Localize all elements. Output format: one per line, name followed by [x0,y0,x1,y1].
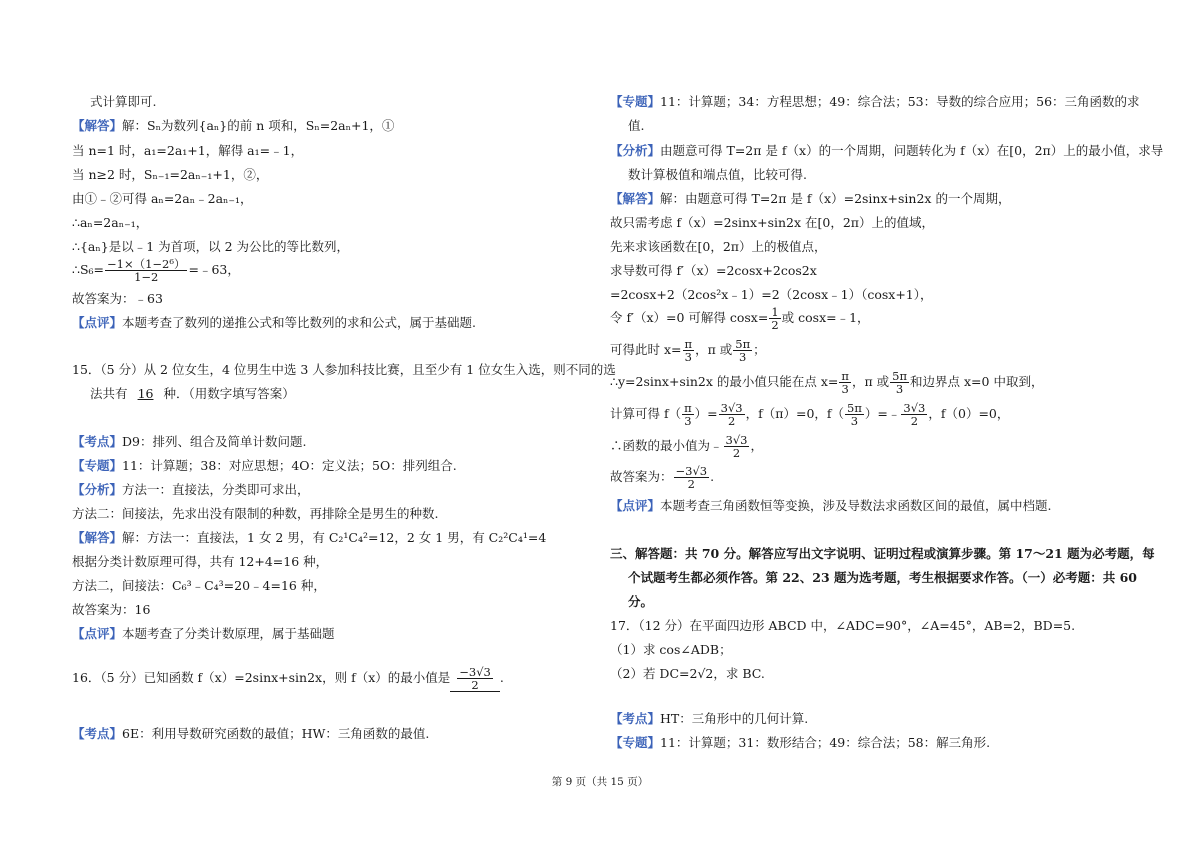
text-line [610,734,990,752]
text-span: ，π 或 [851,374,890,389]
question-16 [72,666,504,692]
text-span: 计算可得 f（ [610,406,682,421]
text-line: 根据分类计数原理可得，共有 12+4=16 种， [72,554,329,569]
answer-blank: 16 [137,386,154,401]
text-span: 11：计算题；31：数形结合；49：综合法；58：解三角形. [660,735,991,750]
text-line: 故答案为：16 [72,602,151,617]
tag-label: 【专题】 [610,735,661,750]
fraction [890,370,909,395]
denominator: 3 [850,414,859,428]
tag-label: 【点评】 [610,498,661,513]
numerator: 3√3 [720,401,743,415]
section-heading: 三、解答题：共 70 分。解答应写出文字说明、证明过程或演算步骤。第 17～21 题为必考题，每 [610,546,1155,561]
text-span: =﹣63， [188,262,240,277]
numerator: −1×（1−2⁶） [107,257,186,271]
text-span: 可得此时 x= [610,342,682,357]
section-heading: 分。 [628,594,654,609]
text-span: 16．（5 分）已知函数 f（x）=2sinx+sin2x，则 f（x）的最小值是 [72,670,451,685]
text-span: ）= [694,406,718,421]
fraction [901,402,927,427]
tag-label: 【分析】 [72,482,123,497]
text-line: （2）若 DC=2√2，求 BC. [610,666,765,681]
text-line [72,529,546,547]
text-line: 故只需考虑 f（x）=2sinx+sin2x 在[0，2π）上的值域， [610,215,934,230]
denominator: 3 [684,414,692,428]
text-span: ，π 或 [695,342,733,357]
tag-label: 【点评】 [72,626,123,641]
numerator: 1 [771,305,779,319]
fraction [769,306,780,331]
formula-line [610,370,1043,395]
text-span: 本题考查三角函数恒等变换，涉及导数法求函数区间的最值，属中档题. [660,498,1052,513]
text-span: . [710,469,715,484]
numerator: π [684,401,692,415]
text-line: （1）求 cos∠ADB； [610,642,732,657]
text-line [610,93,1140,111]
text-span: 11：计算题；34：方程思想；49：综合法；53：导数的综合应用；56：三角函数的求 [660,94,1140,109]
text-span: ）=﹣ [864,406,901,421]
numerator: −3√3 [459,665,491,679]
text-span: . [499,670,504,685]
tag-label: 【考点】 [610,711,661,726]
text-line: =2cosx+2（2cos²x﹣1）=2（2cosx﹣1）（cosx+1）， [610,287,933,302]
text-line [72,481,310,499]
numerator: π [684,337,693,351]
text-line: 当 n≥2 时，Sₙ₋₁=2aₙ₋₁+1，②， [72,167,269,182]
text-span: 6E：利用导数研究函数的最值；HW：三角函数的最值. [122,726,430,741]
text-span: 本题考查了数列的递推公式和等比数列的求和公式，属于基础题. [122,315,476,330]
denominator: 3 [684,350,692,364]
text-line: 当 n=1 时，a₁=2a₁+1，解得 a₁=﹣1， [72,143,304,158]
text-span: 令 f′（x）=0 可解得 cosx= [610,310,769,325]
numerator: 3√3 [903,401,926,415]
text-line [610,710,808,728]
tag-label: 【考点】 [72,726,123,741]
text-span: 故答案为： [610,469,673,484]
fraction [682,402,694,427]
tag-label: 【专题】 [72,458,123,473]
numerator: −3√3 [675,464,708,478]
text-span: D9：排列、组合及简单计数问题. [122,434,307,449]
text-line: 由①﹣②可得 aₙ=2aₙ﹣2aₙ₋₁， [72,191,253,206]
text-span: 法共有 [90,386,128,401]
text-line [72,117,394,135]
text-line [72,725,429,743]
text-line: 方法二，间接法：C₆³﹣C₄³=20﹣4=16 种， [72,578,326,593]
text-span: 解：Sₙ为数列{aₙ}的前 n 项和，Sₙ=2aₙ+1，① [122,118,395,133]
text-line [610,142,1163,160]
tag-label: 【解答】 [72,118,123,133]
denominator: 2 [771,318,779,332]
denominator: 3 [895,382,904,396]
text-span: 11：计算题；38：对应思想；4O：定义法；5O：排列组合. [122,458,457,473]
text-line [72,433,306,451]
text-span: ； [753,342,766,357]
text-line [72,314,476,332]
formula-line [72,258,240,283]
fraction [105,258,187,283]
fraction [719,402,745,427]
text-span: 由题意可得 T=2π 是 f（x）的一个周期，问题转化为 f（x）在[0，2π）上的最小值，求导 [660,143,1164,158]
tag-label: 【考点】 [72,434,123,449]
tag-label: 【专题】 [610,94,661,109]
text-span: 和边界点 x=0 中取到， [910,374,1044,389]
denominator: 2 [471,678,479,692]
denominator: 2 [727,414,736,428]
formula-line [610,434,763,459]
fraction [845,402,864,427]
text-line: ∴{aₙ}是以﹣1 为首项，以 2 为公比的等比数列， [72,239,350,254]
question-17: 17．（12 分）在平面四边形 ABCD 中，∠ADC=90°，∠A=45°，AB=2，BD=5. [610,618,1076,633]
text-line: 数计算极值和端点值，比较可得. [628,167,807,182]
text-line [72,457,457,475]
section-heading: 个试题考生都必须作答。第 22、23 题为选考题，考生根据要求作答。（一）必考题：共 60 [628,570,1137,585]
denominator: 3 [739,350,747,364]
text-line [610,190,1010,208]
text-span: 种．（用数字填写答案） [163,386,295,401]
fraction [457,666,493,691]
text-span: ， [750,438,763,453]
text-span: HT：三角形中的几何计算. [660,711,809,726]
text-span: 本题考查了分类计数原理，属于基础题 [122,626,335,641]
fraction [839,370,851,395]
formula-line [610,402,1009,427]
text-span: 解：由题意可得 T=2π 是 f（x）=2sinx+sin2x 的一个周期， [660,191,1011,206]
text-line: 故答案为：﹣63 [72,291,163,306]
text-span: ∴S₆= [72,262,105,277]
text-span: ，f（π）=0，f（ [745,406,845,421]
numerator: 3√3 [725,433,748,447]
text-line: ∴aₙ=2aₙ₋₁， [72,215,149,230]
text-span: 方法一：直接法，分类即可求出， [122,482,310,497]
page-footer: 第 9 页（共 15 页） [551,776,649,788]
text-line: 方法二：间接法，先求出没有限制的种数，再排除全是男生的种数. [72,506,439,521]
answer-blank [450,666,500,692]
denominator: 2 [732,446,741,460]
denominator: 3 [841,382,849,396]
text-span: ∴y=2sinx+sin2x 的最小值只能在点 x= [610,374,839,389]
formula-line [610,306,870,331]
fraction [683,338,695,363]
fraction [724,434,750,459]
text-line: 式计算即可. [90,94,157,109]
formula-line [610,338,766,363]
text-span: 解：方法一：直接法，1 女 2 男，有 C₂¹C₄²=12，2 女 1 男，有 C₂²C₄¹=4 [122,530,547,545]
text-line: 先来求该函数在[0，2π）上的极值点， [610,239,827,254]
tag-label: 【分析】 [610,143,661,158]
text-span: 或 cosx=﹣1， [781,310,870,325]
numerator: 5π [892,369,908,383]
text-line [72,625,335,643]
numerator: 5π [847,401,862,415]
text-line [90,385,295,403]
text-line: 求导数可得 f′（x）=2cosx+2cos2x [610,263,817,278]
denominator: 1−2 [134,270,159,284]
question-15: 15．（5 分）从 2 位女生，4 位男生中选 3 人参加科技比赛，且至少有 1 位女生入选，则不同的选 [72,362,616,377]
fraction [674,465,710,490]
formula-line [610,465,714,490]
text-span: ∴函数的最小值为﹣ [610,438,723,453]
numerator: π [841,369,849,383]
text-line [610,497,1052,515]
tag-label: 【解答】 [72,530,123,545]
fraction [733,338,752,363]
text-line: 值. [628,118,645,133]
numerator: 5π [735,337,751,351]
denominator: 2 [910,414,919,428]
text-span: ，f（0）=0， [928,406,1010,421]
denominator: 2 [687,477,695,491]
tag-label: 【解答】 [610,191,661,206]
tag-label: 【点评】 [72,315,123,330]
